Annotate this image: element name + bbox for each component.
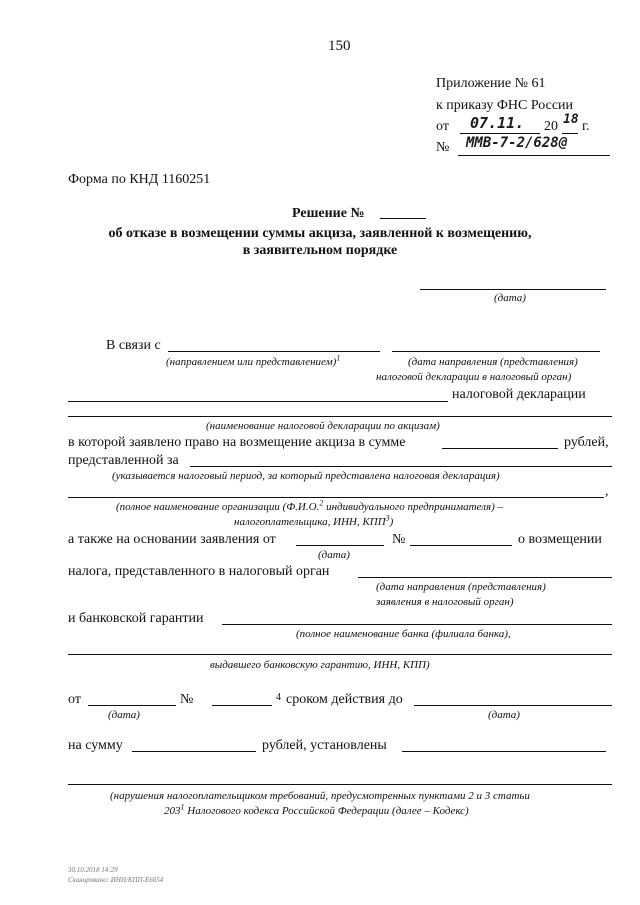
guarantee-number-line <box>212 705 272 706</box>
rubles-label: рублей, <box>564 435 609 450</box>
caption-organization-l2: налогоплательщика, ИНН, КПП$^3$) <box>234 513 394 528</box>
title-decision: Решение № <box>292 206 365 221</box>
caption-tax-period: (указывается налоговый период, за который представлена налоговая декларация) <box>112 470 500 482</box>
tax-declaration-label: налоговой декларации <box>452 387 586 402</box>
bank-details-line <box>68 654 612 655</box>
title-line2: об отказе в возмещении суммы акциза, заявленной к возмещению, <box>108 226 532 241</box>
application-submission-line <box>358 577 612 578</box>
form-code: Форма по КНД 1160251 <box>68 172 211 187</box>
caption-bank-l2: выдавшего банковскую гарантию, ИНН, КПП) <box>210 659 430 671</box>
caption-date-direction-l1: (дата направления (представления) <box>408 356 578 368</box>
application-number-line <box>410 545 512 546</box>
caption-validity-date: (дата) <box>488 709 520 721</box>
caption-direction: (направлением или представлением)$^1$ <box>166 353 341 368</box>
caption-date-direction-l2: налоговой декларации в налоговый орган) <box>376 371 572 383</box>
in-connection-label: В связи с <box>106 338 161 353</box>
application-number-sign: № <box>392 532 406 547</box>
tax-submitted-label: налога, представленного в налоговый орган <box>68 564 330 579</box>
direction-date-line <box>392 351 600 352</box>
appendix-number-prefix: № <box>436 140 450 155</box>
claimed-right-label: в которой заявлено право на возмещение акциза в сумме <box>68 435 406 450</box>
also-based-label: а также на основании заявления от <box>68 532 276 547</box>
appendix-date-prefix: от <box>436 119 449 134</box>
appendix-year-handwritten: 18 <box>563 112 579 127</box>
rubles-established-label: рублей, установлены <box>262 738 387 753</box>
organization-line <box>68 497 604 498</box>
appendix-line2: к приказу ФНС России <box>436 98 574 113</box>
caption-violation-l2: $203^1$ Налогового кодекса Российской Федерации (далее – Кодекс) <box>164 802 469 817</box>
caption-app-date-l2: заявления в налоговый орган) <box>376 596 514 608</box>
declaration-line-1 <box>68 401 448 402</box>
footnote-4: 4 <box>276 692 281 703</box>
guarantee-date-line <box>88 705 176 706</box>
appendix-year-underline <box>562 133 578 134</box>
established-line <box>402 751 606 752</box>
refund-amount-line <box>442 448 558 449</box>
appendix-number-handwritten: ММВ-7-2/628@ <box>466 135 568 151</box>
appendix-date-underline <box>460 133 540 134</box>
page-number: 150 <box>328 38 351 54</box>
guarantee-number-sign: № <box>180 692 194 707</box>
tax-period-line <box>190 466 612 467</box>
scan-stamp-line1: 30.10.2018 14:29 <box>68 866 118 874</box>
violation-line <box>68 784 612 785</box>
bank-guarantee-label: и банковской гарантии <box>68 611 204 626</box>
validity-date-line <box>414 705 612 706</box>
caption-application-date: (дата) <box>318 549 350 561</box>
caption-guarantee-date: (дата) <box>108 709 140 721</box>
validity-label: сроком действия до <box>286 692 403 707</box>
decision-date-line <box>420 289 606 290</box>
application-date-line <box>296 545 384 546</box>
caption-organization-l1: (полное наименование организации (Ф.И.О.$^2$ индивидуального предпринимателя) – <box>116 498 504 513</box>
bank-name-line <box>222 624 612 625</box>
guarantee-from-label: от <box>68 692 81 707</box>
caption-violation-l1: (нарушения налогоплательщиком требований, предусмотренных пунктами 2 и 3 статьи <box>110 790 530 802</box>
appendix-date-handwritten: 07.11. <box>470 114 525 132</box>
decision-date-caption: (дата) <box>494 292 526 304</box>
declaration-line-2 <box>68 416 612 417</box>
submitted-for-label: представленной за <box>68 453 179 468</box>
title-line3: в заявительном порядке <box>242 243 398 258</box>
guarantee-amount-line <box>132 751 256 752</box>
amount-label: на сумму <box>68 738 123 753</box>
caption-bank-l1: (полное наименование банка (филиала банка), <box>296 628 511 640</box>
appendix-line1: Приложение № 61 <box>436 76 546 91</box>
appendix-number-underline <box>458 155 610 156</box>
caption-declaration-name: (наименование налоговой декларации по акцизам) <box>206 420 440 432</box>
appendix-year-suffix: г. <box>582 119 590 134</box>
direction-line <box>168 351 380 352</box>
caption-app-date-l1: (дата направления (представления) <box>376 581 546 593</box>
scan-stamp-line2: Сканировано: ИНН/КПП-Е6054 <box>68 876 164 884</box>
organization-comma: , <box>605 484 609 499</box>
about-refund-label: о возмещении <box>518 532 602 547</box>
appendix-year-printed: 20 <box>544 119 558 134</box>
decision-number-line <box>380 218 426 219</box>
